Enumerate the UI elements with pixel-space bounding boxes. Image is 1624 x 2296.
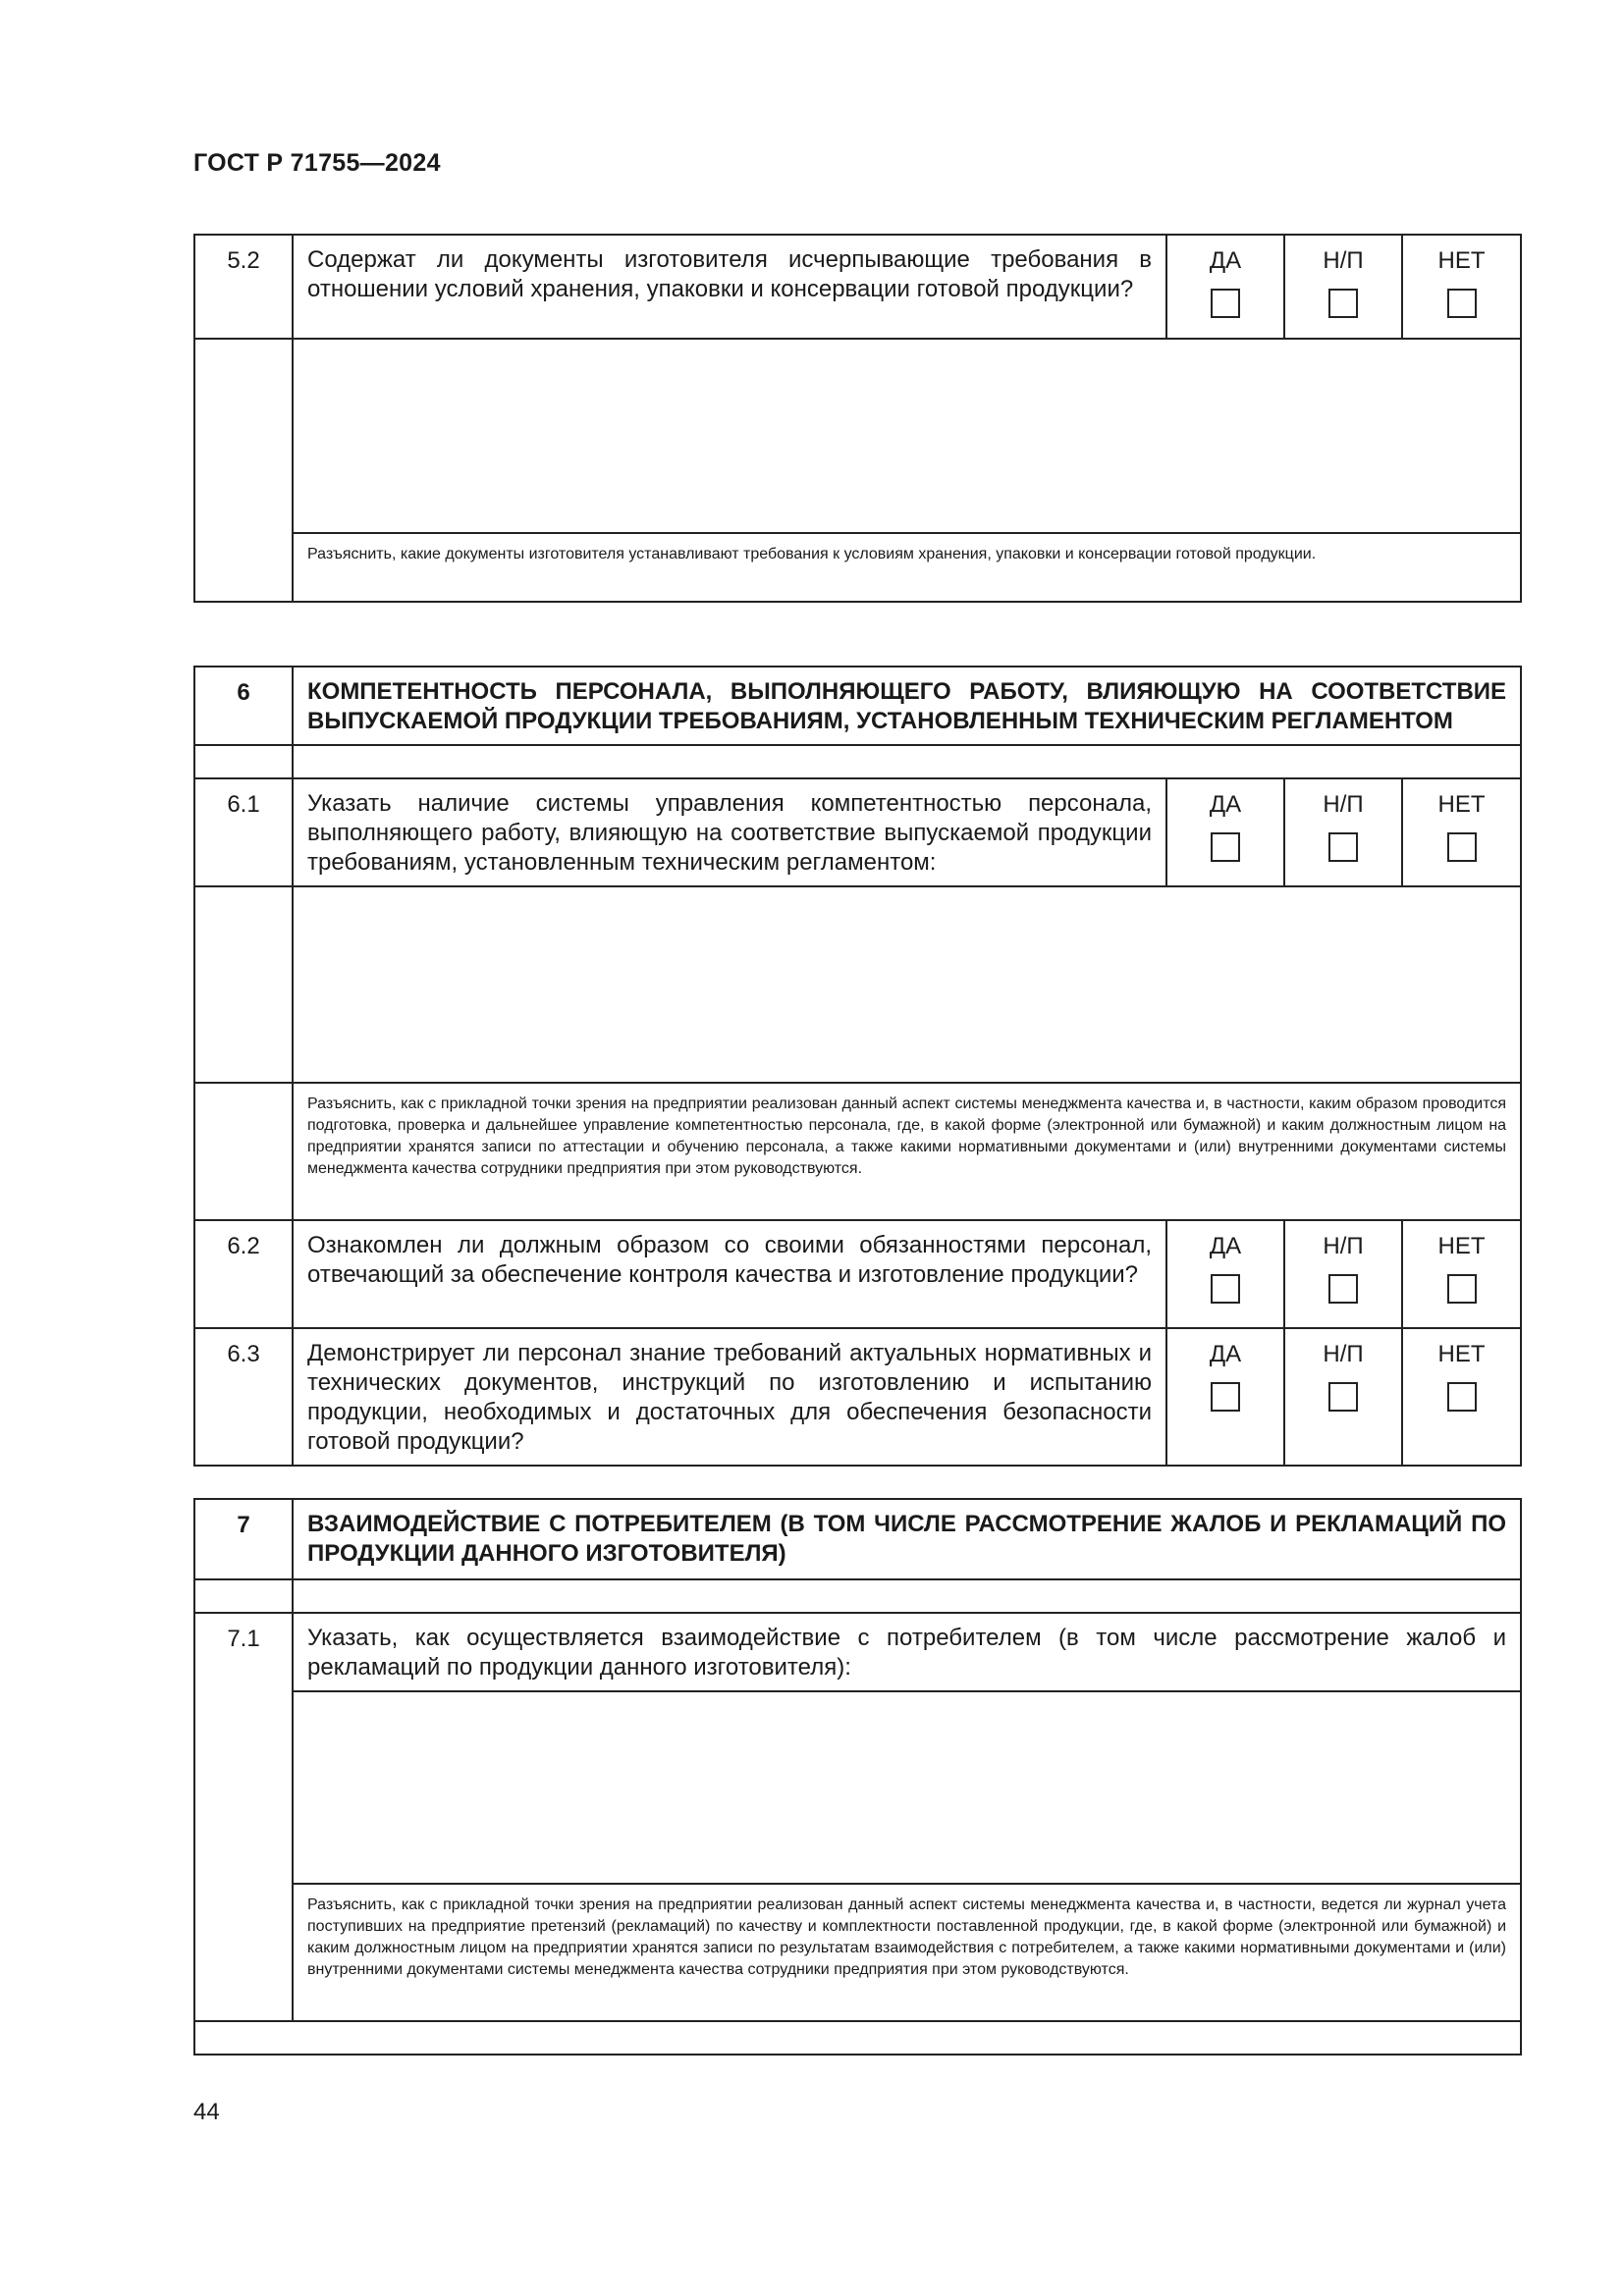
- number-spacer: [194, 339, 293, 602]
- item-number: 7.1: [194, 1613, 293, 2021]
- spacer-cell: [194, 1579, 293, 1613]
- question-text: Демонстрирует ли персонал знание требований актуальных нормативных и технических документов, инструкций по изготовлению и испытанию продукции, необходимых и достаточных для обеспечения безопасности готовой продукции?: [293, 1328, 1166, 1466]
- option-no-label: НЕТ: [1437, 791, 1486, 818]
- answer-field[interactable]: [293, 886, 1521, 1083]
- item-5-2-table: [193, 234, 1522, 603]
- spacer-cell: [194, 745, 293, 778]
- item-number: 6.1: [194, 778, 293, 886]
- yes-checkbox[interactable]: [1211, 1382, 1240, 1412]
- no-checkbox[interactable]: [1447, 1382, 1477, 1412]
- na-checkbox[interactable]: [1328, 289, 1358, 318]
- question-text: Указать наличие системы управления компетентностью персонала, выполняющего работу, влияющую на соответствие выпускаемой продукции требованиям, установленным техническим регламентом:: [293, 778, 1166, 886]
- option-na-label: Н/П: [1323, 1341, 1364, 1367]
- spacer-cell: [293, 745, 1521, 778]
- option-yes-label: ДА: [1209, 1341, 1242, 1367]
- option-yes-label: ДА: [1209, 247, 1242, 274]
- na-checkbox[interactable]: [1328, 1382, 1358, 1412]
- option-yes: [1166, 1328, 1284, 1466]
- option-na-label: Н/П: [1323, 247, 1364, 274]
- answer-field[interactable]: [293, 1691, 1521, 1884]
- option-yes: [1166, 778, 1284, 886]
- item-number: 5.2: [194, 235, 293, 339]
- page-number: 44: [193, 2099, 220, 2125]
- option-na-label: Н/П: [1323, 1233, 1364, 1259]
- section-number: 7: [194, 1499, 293, 1579]
- section-title: КОМПЕТЕНТНОСТЬ ПЕРСОНАЛА, ВЫПОЛНЯЮЩЕГО РАБОТУ, ВЛИЯЮЩУЮ НА СООТВЕТСТВИЕ ВЫПУСКАЕМОЙ ПРОДУКЦИИ ТРЕБОВАНИЯМ, УСТАНОВЛЕННЫМ ТЕХНИЧЕСКИМ РЕГЛАМЕНТОМ: [293, 667, 1521, 745]
- item-number: 6.3: [194, 1328, 293, 1466]
- option-no-label: НЕТ: [1437, 1341, 1486, 1367]
- option-na: [1284, 1328, 1402, 1466]
- option-na: [1284, 235, 1402, 339]
- question-text: Содержат ли документы изготовителя исчерпывающие требования в отношении условий хранения, упаковки и консервации готовой продукции?: [293, 235, 1166, 339]
- na-checkbox[interactable]: [1328, 832, 1358, 862]
- option-no: [1402, 235, 1521, 339]
- section-7-table: [193, 1498, 1522, 2056]
- item-number: 6.2: [194, 1220, 293, 1328]
- section-number: 6: [194, 667, 293, 745]
- option-na-label: Н/П: [1323, 791, 1364, 818]
- option-yes-label: ДА: [1209, 791, 1242, 818]
- option-yes: [1166, 1220, 1284, 1328]
- yes-checkbox[interactable]: [1211, 1274, 1240, 1304]
- question-text: Ознакомлен ли должным образом со своими обязанностями персонал, отвечающий за обеспечение контроля качества и изготовление продукции?: [293, 1220, 1166, 1328]
- number-spacer: [194, 886, 293, 1083]
- yes-checkbox[interactable]: [1211, 832, 1240, 862]
- option-no-label: НЕТ: [1437, 247, 1486, 274]
- option-no: [1402, 1328, 1521, 1466]
- spacer-cell: [194, 2021, 1521, 2055]
- option-yes-label: ДА: [1209, 1233, 1242, 1259]
- na-checkbox[interactable]: [1328, 1274, 1358, 1304]
- no-checkbox[interactable]: [1447, 832, 1477, 862]
- option-no-label: НЕТ: [1437, 1233, 1486, 1259]
- option-no: [1402, 778, 1521, 886]
- no-checkbox[interactable]: [1447, 1274, 1477, 1304]
- option-na: [1284, 1220, 1402, 1328]
- explanation-note: Разъяснить, как с прикладной точки зрения на предприятии реализован данный аспект системы менеджмента качества и, в частности, каким образом проводится подготовка, проверка и дальнейшее управление компетентностью персонала, где, в какой форме (электронной или бумажной) и каким должностным лицом на предприятии хранятся записи по аттестации и обучению персонала, а также какими нормативными документами и (или) внутренними документами системы менеджмента качества сотрудники предприятия при этом руководствуются.: [293, 1083, 1521, 1220]
- option-yes: [1166, 235, 1284, 339]
- number-spacer: [194, 1083, 293, 1220]
- no-checkbox[interactable]: [1447, 289, 1477, 318]
- option-na: [1284, 778, 1402, 886]
- yes-checkbox[interactable]: [1211, 289, 1240, 318]
- explanation-note: Разъяснить, какие документы изготовителя устанавливают требования к условиям хранения, упаковки и консервации готовой продукции.: [293, 533, 1521, 602]
- section-title: ВЗАИМОДЕЙСТВИЕ С ПОТРЕБИТЕЛЕМ (В ТОМ ЧИСЛЕ РАССМОТРЕНИЕ ЖАЛОБ И РЕКЛАМАЦИЙ ПО ПРОДУКЦИИ ДАННОГО ИЗГОТОВИТЕЛЯ): [293, 1499, 1521, 1579]
- section-6-table: [193, 666, 1522, 1467]
- document-code: ГОСТ Р 71755—2024: [193, 149, 441, 177]
- question-text: Указать, как осуществляется взаимодействие с потребителем (в том числе рассмотрение жалоб и рекламаций по продукции данного изготовителя):: [293, 1613, 1521, 1691]
- option-no: [1402, 1220, 1521, 1328]
- answer-field[interactable]: [293, 339, 1521, 533]
- spacer-cell: [293, 1579, 1521, 1613]
- explanation-note: Разъяснить, как с прикладной точки зрения на предприятии реализован данный аспект системы менеджмента качества и, в частности, ведется ли журнал учета поступивших на предприятие претензий (рекламаций) по качеству и комплектности поставленной продукции, где, в какой форме (электронной или бумажной) и каким должностным лицом на предприятии хранятся записи по результатам взаимодействия с потребителем, а также какими нормативными документами и (или) внутренними документами системы менеджмента качества сотрудники предприятия при этом руководствуются.: [293, 1884, 1521, 2021]
